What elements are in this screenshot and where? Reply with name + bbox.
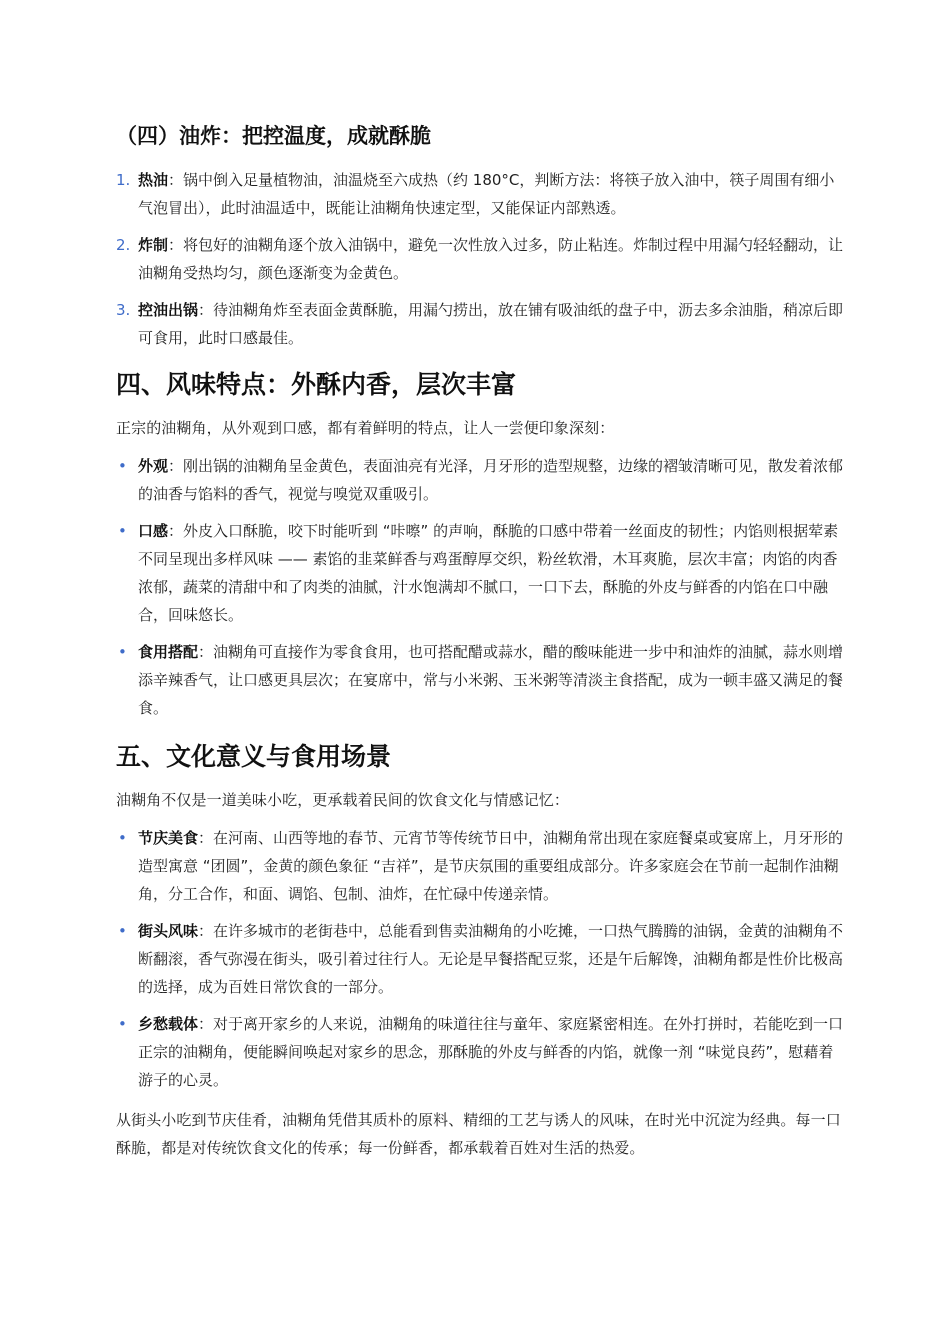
flavor-list [116,452,846,722]
bullet-marker: • [118,457,127,475]
item-text: ：将包好的油糊角逐个放入油锅中，避免一次性放入过多，防止粘连。炸制过程中用漏勺轻轻翻动，让油糊角受热均匀，颜色逐渐变为金黄色。 [138,236,844,282]
bullet-marker: • [118,922,127,940]
list-number: 1. [116,171,131,189]
item-text: ：对于离开家乡的人来说，油糊角的味道往往与童年、家庭紧密相连。在外打拼时，若能吃到一口正宗的油糊角，便能瞬间唤起对家乡的思念，那酥脆的外皮与鲜香的内馅，就像一剂 “味觉良药”，慰藉着游子的心灵。 [138,1015,844,1089]
list-item [116,638,846,722]
frying-section-heading: （四）油炸：把控温度，成就酥脆 [116,124,431,148]
list-number: 3. [116,301,131,319]
list-item [116,296,846,352]
document-content [116,116,846,1172]
list-item [116,452,846,508]
item-term: 炸制 [138,236,169,254]
list-number: 2. [116,236,131,254]
list-item [116,166,846,222]
frying-steps-list [116,166,846,352]
flavor-section-heading: 四、风味特点：外酥内香，层次丰富 [116,370,517,399]
item-term: 口感 [138,522,169,540]
item-text: ：外皮入口酥脆，咬下时能听到 “咔嚓” 的声响，酥脆的口感中带着一丝面皮的韧性；内馅则根据荤素不同呈现出多样风味 —— 素馅的韭菜鲜香与鸡蛋醇厚交织，粉丝软滑，木耳爽脆，层次丰富；肉馅的肉香浓郁，蔬菜的清甜中和了肉类的油腻，汁水饱满却不腻口，一口下去，酥脆的外皮与鲜香的内馅在口中融合，回味悠长。 [138,522,839,624]
closing-paragraph: 从街头小吃到节庆佳肴，油糊角凭借其质朴的原料、精细的工艺与诱人的风味，在时光中沉淀为经典。每一口酥脆，都是对传统饮食文化的传承；每一份鲜香，都承载着百姓对生活的热爱。 [116,1111,841,1157]
item-term: 节庆美食 [138,829,199,847]
flavor-intro: 正宗的油糊角，从外观到口感，都有着鲜明的特点，让人一尝便印象深刻： [116,419,615,437]
culture-section-heading: 五、文化意义与食用场景 [116,742,392,771]
item-text: ：在许多城市的老街巷中，总能看到售卖油糊角的小吃摊，一口热气腾腾的油锅，金黄的油糊角不断翻滚，香气弥漫在街头，吸引着过往行人。无论是早餐搭配豆浆，还是午后解馋，油糊角都是性价比极高的选择，成为百姓日常饮食的一部分。 [138,922,844,996]
bullet-marker: • [118,1015,127,1033]
item-term: 热油 [138,171,169,189]
item-text: ：待油糊角炸至表面金黄酥脆，用漏勺捞出，放在铺有吸油纸的盘子中，沥去多余油脂，稍凉后即可食用，此时口感最佳。 [138,301,844,347]
list-item [116,231,846,287]
item-text: ：在河南、山西等地的春节、元宵节等传统节日中，油糊角常出现在家庭餐桌或宴席上，月牙形的造型寓意 “团圆”，金黄的颜色象征 “吉祥”，是节庆氛围的重要组成部分。许多家庭会在节前一起制作油糊角，分工合作，和面、调馅、包制、油炸，在忙碌中传递亲情。 [138,829,844,903]
item-term: 控油出锅 [138,301,199,319]
list-item [116,917,846,1001]
item-term: 外观 [138,457,169,475]
item-term: 食用搭配 [138,643,199,661]
culture-intro: 油糊角不仅是一道美味小吃，更承载着民间的饮食文化与情感记忆： [116,791,570,809]
item-text: ：锅中倒入足量植物油，油温烧至六成热（约 180°C，判断方法：将筷子放入油中，筷子周围有细小气泡冒出），此时油温适中，既能让油糊角快速定型，又能保证内部熟透。 [138,171,835,217]
culture-list [116,824,846,1094]
item-text: ：油糊角可直接作为零食食用，也可搭配醋或蒜水，醋的酸味能进一步中和油炸的油腻，蒜水则增添辛辣香气，让口感更具层次；在宴席中，常与小米粥、玉米粥等清淡主食搭配，成为一顿丰盛又满足的餐食。 [138,643,844,717]
list-item [116,1010,846,1094]
item-term: 街头风味 [138,922,199,940]
bullet-marker: • [118,829,127,847]
list-item [116,824,846,908]
item-term: 乡愁载体 [138,1015,199,1033]
list-item [116,517,846,629]
bullet-marker: • [118,643,127,661]
bullet-marker: • [118,522,127,540]
item-text: ：刚出锅的油糊角呈金黄色，表面油亮有光泽，月牙形的造型规整，边缘的褶皱清晰可见，散发着浓郁的油香与馅料的香气，视觉与嗅觉双重吸引。 [138,457,844,503]
